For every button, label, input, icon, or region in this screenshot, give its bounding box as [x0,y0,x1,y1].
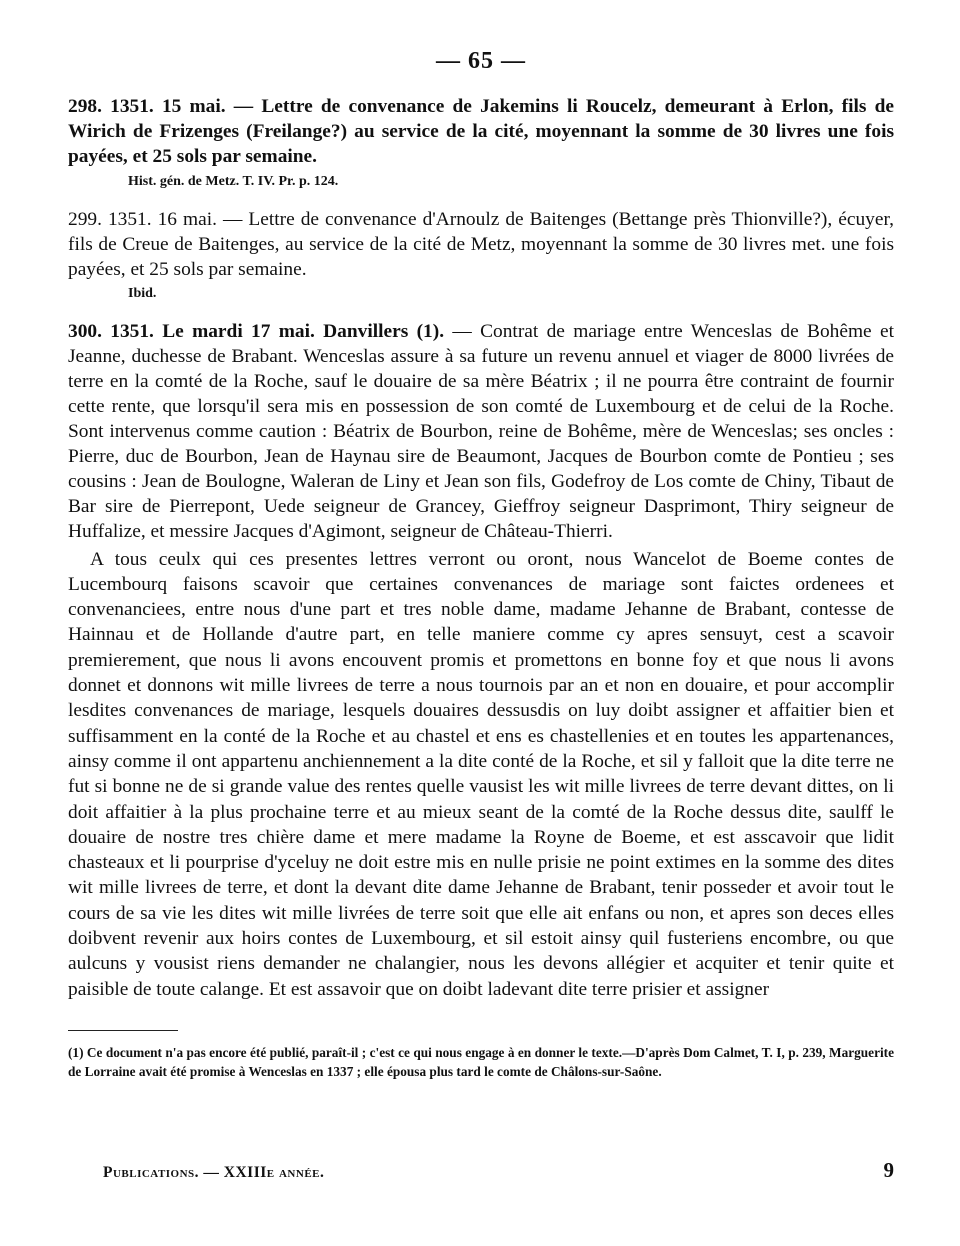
footnote [68,1043,894,1082]
entry-paragraph [68,320,894,544]
entry-300 [68,320,894,544]
entry-text: 298. 1351. 15 mai. — Lettre de convenance de Jakemins li Roucelz, demeurant à Erlon, fils de Wirich de Frizenges (Freilange?) au service de la cité, moyennant la somme de 30 livres une fois payées, et 25 sols par semaine. [68,96,894,167]
entry-reference: Hist. gén. de Metz. T. IV. Pr. p. 124. [128,173,339,189]
entry-299 [68,208,894,305]
entry-heading: 300. 1351. Le mardi 17 mai. Danvillers (1). [68,321,445,343]
publication-label: Publications. — XXIIIe année. [103,1164,325,1181]
page-footer [103,1158,894,1183]
footnote-divider [68,1030,178,1031]
charter-quote [68,547,894,1002]
entry-text: 299. 1351. 16 mai. — Lettre de convenance d'Arnoulz de Baitenges (Bettange près Thionville?), écuyer, fils de Creue de Baitenges, au service de la cité de Metz, moyennant la somme de 30 livres met. une fois payées, et 25 sols par semaine. [68,208,894,280]
document-page [68,48,894,1082]
entry-text: — Contrat de mariage entre Wenceslas de Bohême et Jeanne, duchesse de Brabant. Wenceslas assure à sa future un revenu annuel et viager de 8000 livrées de terre en la comté de la Roche, sauf le douaire de sa mère Béatrix ; il ne pourra être contraint de fournir cette rente, que lorsqu'il sera mis en possession de son comté de Luxembourg et de celui de la Roche. Sont intervenus comme caution : Béatrix de Bourbon, reine de Bohême, mère de Wenceslas; ses oncles : Pierre, duc de Bourbon, Jean de Haynau sire de Beaumont, Jacques de Bourbon comte de Pontieu ; ses cousins : Jean de Boulogne, Waleran de Liny et Jean son fils, Godefroy de Los comte de Chiny, Tibaut de Bar sire de Pierrepont, Uede seigneur de Grancey, Gieffroy seigneur Dasprimont, Thiry seigneur de Huffalize, et messire Jacques d'Agimont, seigneur de Château-Thierri. [68,321,894,542]
footnote-text: (1) Ce document n'a pas encore été publié, paraît-il ; c'est ce qui nous engage à en donner le texte.—D'après Dom Calmet, T. I, p. 239, Marguerite de Lorraine avait été promise à Wenceslas en 1337 ; elle épousa plus tard le comte de Châlons-sur-Saône. [68,1044,894,1080]
folio-number: 9 [883,1158,894,1182]
entry-298 [68,95,894,192]
charter-text: A tous ceulx qui ces presentes lettres verront ou oront, nous Wancelot de Boeme contes de Lucembourq faisons scavoir que certaines convenances de mariage sont faictes ordenees et convenanciees, entre nous d'une part et tres noble dame, madame Jehanne de Brabant, contesse de Hainnau et de Hollande d'autre part, en telle maniere comme cy apres sensuyt, cest a scavoir premierement, que nous li avons encouvent promis et promettons en bonne foy et que nous li avons donnet et donnons wit mille livrees de terre a nous tournois par an et non en douaire, et pour accomplir lesdites convenances de mariage, lesquels douaires dessusdis on luy doibt assigner et affaitier bien et suffisamment en la conté de la Roche et au chastel et ens es chastellenies et en toutes les appartenances, ainsy comme il ont appartenu anchiennement a la dite conté de la Roche, et sil y falloit que la dite terre ne fut si bonne ne de si grande value des rentes quelle vausist les wit mille livrees de terre devant dittes, on li doit affaitier à la plus prochaine terre et au mieux seant de la comté de la Roche dessus dite, saulff le douaire de nostre tres chière dame et mere madame la Royne de Boeme, et est asscavoir que lidit chasteaux et li pourprise d'yceluy ne doit estre mis en nulle prisie ne point extimes en la somme des dites wit mille livrees de terre, et dont la devant dite dame Jehanne de Brabant, tenir posseder et avoir tout le cours de sa vie les dites wit mille livrées de terre soit que elle ait enfans ou non, et apres son deces elles doibvent revenir aux hoirs contes de Luxembourg, et sil estoit ainsy quil fusteriens encombre, ou que aulcuns y vousist riens demander ne chalangier, nous les devons allégier et acquiter et tenir quite et paisible de toute calange. Et est assavoir que on doibt ladevant dite terre prisier et assigner [68,548,894,1000]
entry-reference: Ibid. [128,286,157,302]
page-number: — 65 — [436,48,526,74]
